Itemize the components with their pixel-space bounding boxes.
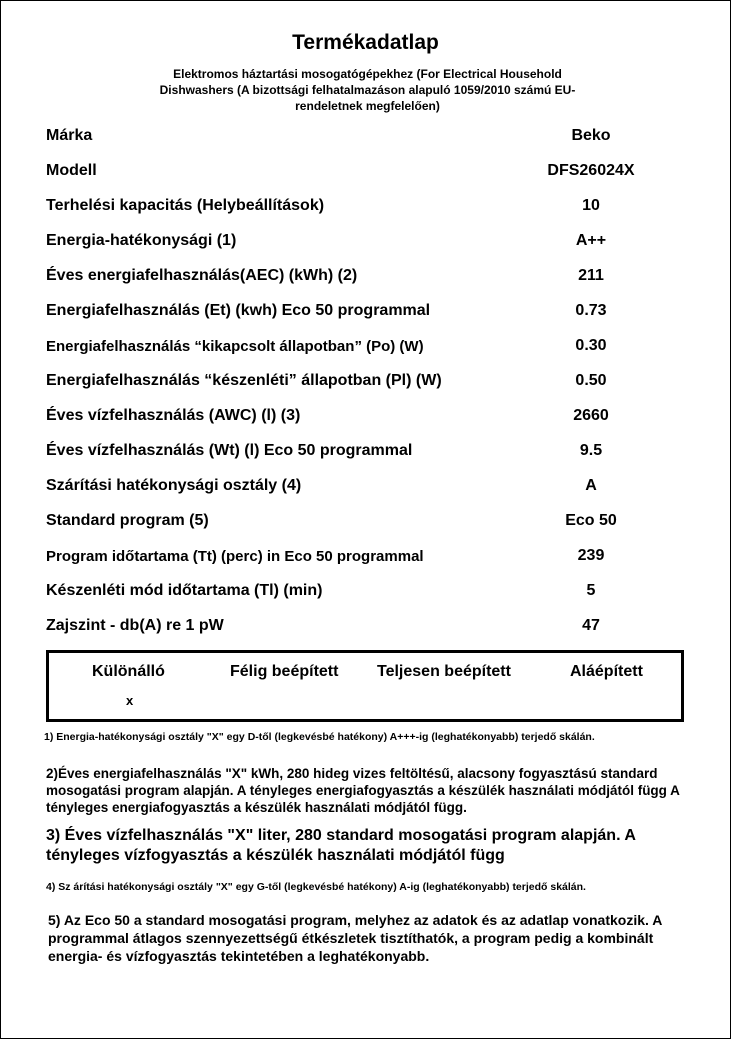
- spec-row-energy-class: [0, 223, 731, 258]
- spec-value: Eco 50: [565, 512, 617, 529]
- spec-label: Zajszint - db(A) re 1 pW: [46, 617, 224, 634]
- installation-type-box: [46, 650, 684, 722]
- spec-label: Szárítási hatékonysági osztály (4): [46, 477, 302, 494]
- footnote-5: 5) Az Eco 50 a standard mosogatási program, melyhez az adatok és az adatlap vonatkozik. A programmal átlagos szennyezettségű étkészletek tisztíthatók, a program pedig a kombinált energia- és vízfogyasztás tekintetében a leghatékonyabb.: [48, 912, 662, 964]
- spec-value: DFS26024X: [547, 162, 635, 179]
- install-freestanding-label: Különálló: [92, 663, 165, 680]
- spec-row-drying-class: [0, 468, 731, 503]
- spec-label: Program időtartama (Tt) (perc) in Eco 50 programmal: [46, 548, 424, 565]
- spec-label: Éves energiafelhasználás(AEC) (kWh) (2): [46, 267, 358, 284]
- spec-row-aec: [0, 258, 731, 293]
- spec-label: Márka: [46, 127, 93, 144]
- spec-row-et: [0, 293, 731, 328]
- spec-value: 239: [577, 547, 605, 564]
- spec-value: 2660: [573, 407, 609, 424]
- spec-value: 0.50: [575, 372, 607, 389]
- spec-label: Éves vízfelhasználás (AWC) (l) (3): [46, 407, 301, 424]
- spec-row-brand: [0, 118, 731, 153]
- spec-label: Energiafelhasználás (Et) (kwh) Eco 50 programmal: [46, 302, 431, 319]
- install-built-under-label: Aláépített: [570, 663, 643, 680]
- spec-label: Energia-hatékonysági (1): [46, 232, 237, 249]
- spec-value: 47: [582, 617, 600, 634]
- spec-row-noise: [0, 608, 731, 643]
- footnote-2: 2)Éves energiafelhasználás "X" kWh, 280 hideg vizes feltöltésű, alacsony fogyasztású standard mosogatási program alapján. A tényleges energiafogyasztás a készülék használati módjától függ A tényleges energiafogyasztás a készülék használati módjától függ.: [46, 766, 680, 815]
- spec-value: 0.73: [575, 302, 607, 319]
- spec-label: Standard program (5): [46, 512, 209, 529]
- spec-value: 10: [582, 197, 600, 214]
- spec-row-standard-program: [0, 503, 731, 538]
- spec-row-pl: [0, 363, 731, 398]
- page-subtitle: Elektromos háztartási mosogatógépekhez (For Electrical Household Dishwashers (A bizottsági felhatalmazáson alapuló 1059/2010 számú EU-rendeletnek megfelelően): [159, 67, 576, 113]
- spec-label: Energiafelhasználás “készenléti” állapotban (Pl) (W): [46, 372, 442, 389]
- install-freestanding-mark: x: [126, 693, 134, 708]
- spec-label: Modell: [46, 162, 97, 179]
- spec-value: A++: [575, 232, 607, 249]
- footnote-3: 3) Éves vízfelhasználás "X" liter, 280 standard mosogatási program alapján. A tényleges vízfogyasztás a készülék használati módjától függ: [46, 827, 636, 864]
- spec-value: 9.5: [579, 442, 603, 459]
- spec-label: Éves vízfelhasználás (Wt) (l) Eco 50 programmal: [46, 442, 413, 459]
- spec-table: [0, 118, 731, 643]
- install-semi-integrated-label: Félig beépített: [230, 663, 339, 680]
- spec-row-po: [0, 328, 731, 363]
- spec-row-standby-duration: [0, 573, 731, 608]
- spec-value: A: [585, 477, 597, 494]
- footnote-1: 1) Energia-hatékonysági osztály "X" egy D-től (legkevésbé hatékony) A+++-ig (leghatékonyabb) terjedő skálán.: [44, 731, 595, 743]
- spec-row-model: [0, 153, 731, 188]
- spec-row-capacity: [0, 188, 731, 223]
- spec-row-awc: [0, 398, 731, 433]
- spec-value: 0.30: [575, 337, 607, 354]
- spec-label: Készenléti mód időtartama (Tl) (min): [46, 582, 323, 599]
- spec-label: Terhelési kapacitás (Helybeállítások): [46, 197, 325, 214]
- footnote-4: 4) Sz árítási hatékonysági osztály "X" egy G-től (legkevésbé hatékony) A-ig (leghatékonyabb) terjedő skálán.: [46, 881, 586, 893]
- spec-value: 211: [578, 267, 604, 284]
- spec-row-program-duration: [0, 538, 731, 573]
- spec-value: 5: [586, 582, 596, 599]
- install-fully-integrated-label: Teljesen beépített: [377, 663, 511, 680]
- spec-row-wt: [0, 433, 731, 468]
- page-title: Termékadatlap: [292, 31, 439, 54]
- spec-value: Beko: [571, 127, 611, 144]
- spec-label: Energiafelhasználás “kikapcsolt állapotban” (Po) (W): [46, 338, 424, 355]
